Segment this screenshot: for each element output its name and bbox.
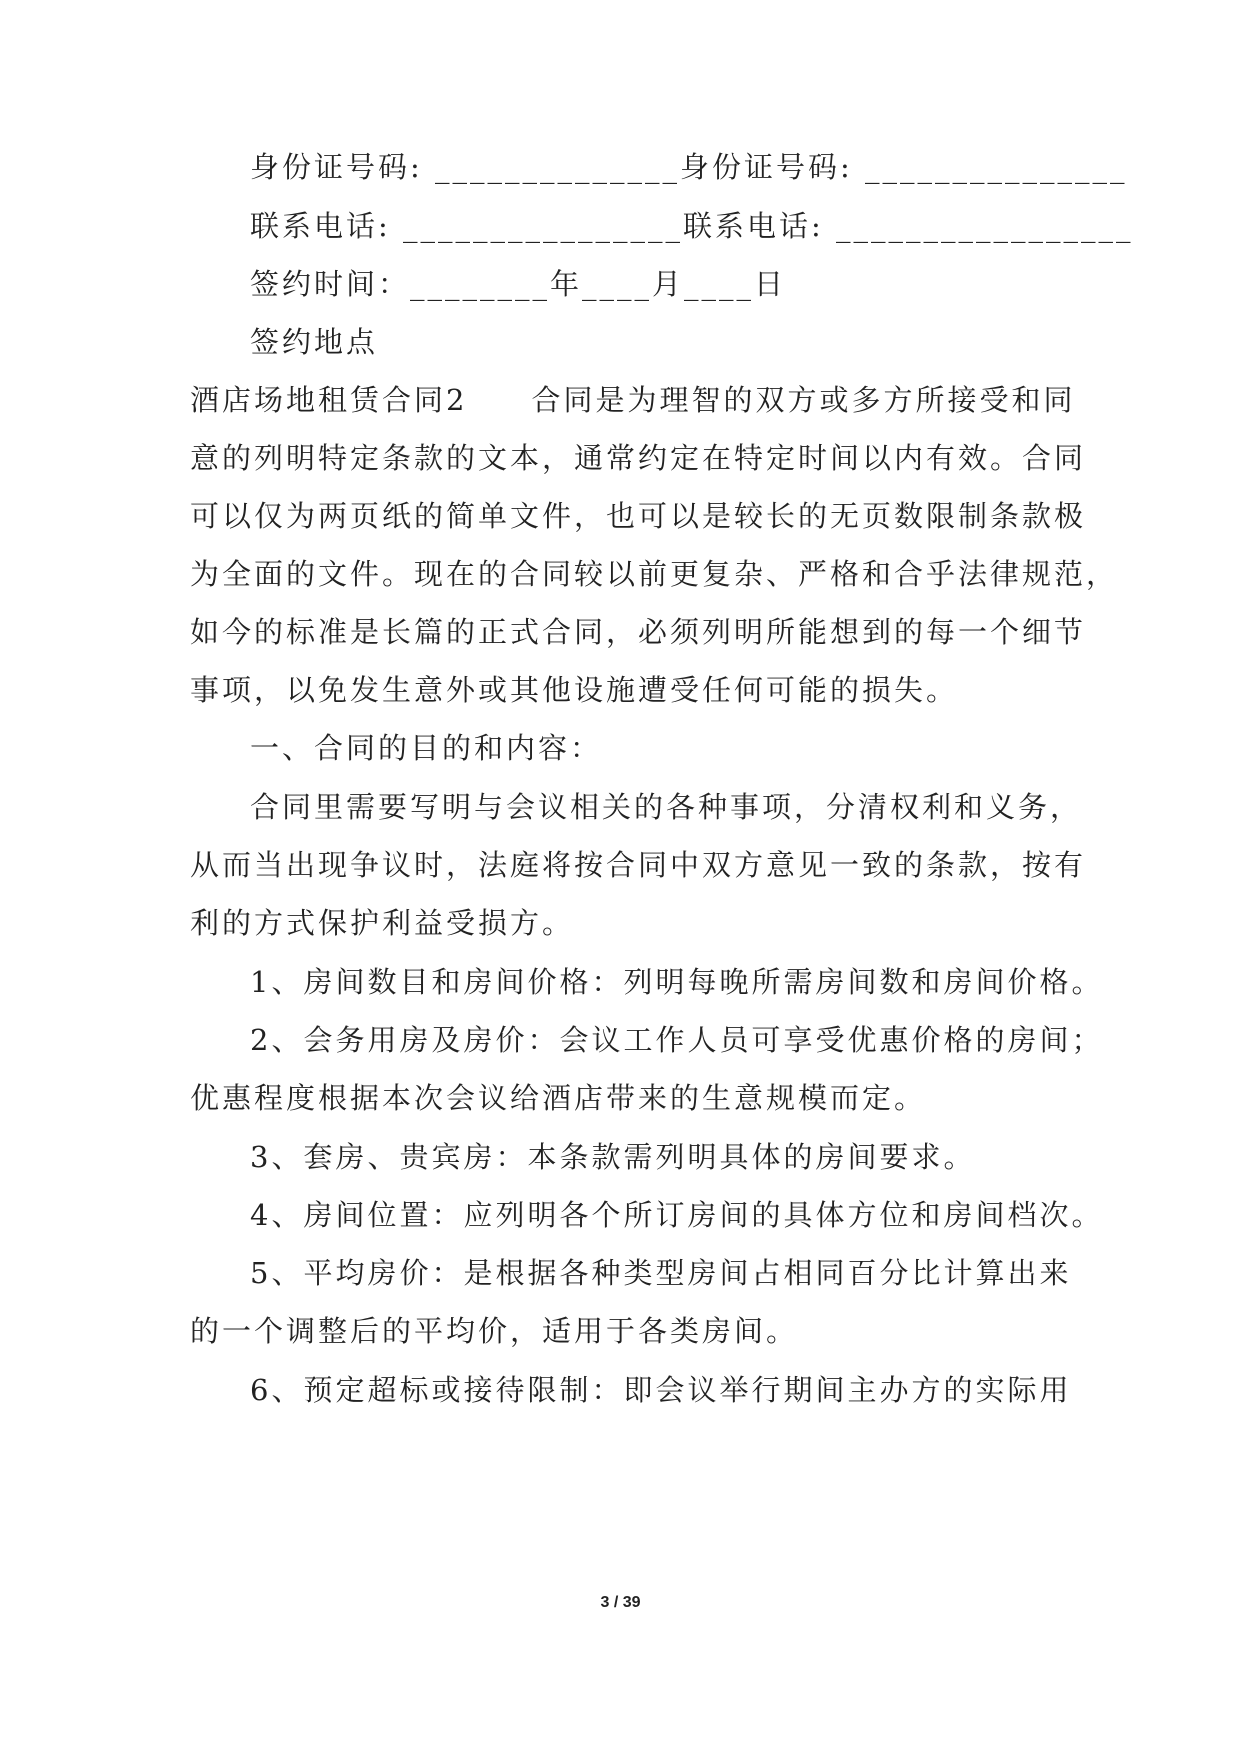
paragraph-line: 意的列明特定条款的文本，通常约定在特定时间以内有效。合同 xyxy=(190,441,1087,475)
clause-2: 2、会务用房及房价：会议工作人员可享受优惠价格的房间； xyxy=(250,1023,1104,1057)
id-number-line: 身份证号码: ______________身份证号码: _______________ xyxy=(250,150,1128,184)
sign-date-line: 签约时间：________年____月____日 xyxy=(250,267,787,301)
paragraph-line: 可以仅为两页纸的简单文件，也可以是较长的无页数限制条款极 xyxy=(190,499,1087,533)
clause-4: 4、房间位置：应列明各个所订房间的具体方位和房间档次。 xyxy=(250,1198,1104,1232)
paragraph-line: 为全面的文件。现在的合同较以前更复杂、严格和合乎法律规范， xyxy=(190,557,1119,591)
paragraph-line: 的一个调整后的平均价，适用于各类房间。 xyxy=(190,1314,799,1348)
section-title-line: 酒店场地租赁合同2 合同是为理智的双方或多方所接受和同 xyxy=(190,383,1076,417)
paragraph-line: 事项，以免发生意外或其他设施遭受任何可能的损失。 xyxy=(190,673,959,707)
paragraph-line: 如今的标准是长篇的正式合同，必须列明所能想到的每一个细节 xyxy=(190,615,1087,649)
paragraph-line: 从而当出现争议时，法庭将按合同中双方意见一致的条款，按有 xyxy=(190,848,1087,882)
clause-3: 3、套房、贵宾房：本条款需列明具体的房间要求。 xyxy=(250,1140,976,1174)
paragraph-line: 合同里需要写明与会议相关的各种事项，分清权利和义务， xyxy=(250,790,1083,824)
clause-6: 6、预定超标或接待限制：即会议举行期间主办方的实际用 xyxy=(250,1373,1072,1407)
heading-purpose: 一、合同的目的和内容： xyxy=(250,731,603,765)
page-number: 3 / 39 xyxy=(600,1594,641,1611)
paragraph-line: 利的方式保护利益受损方。 xyxy=(190,906,575,940)
sign-place-line: 签约地点 xyxy=(250,325,379,359)
clause-5: 5、平均房价：是根据各种类型房间占相同百分比计算出来 xyxy=(250,1256,1072,1290)
paragraph-line: 优惠程度根据本次会议给酒店带来的生意规模而定。 xyxy=(190,1081,927,1115)
clause-1: 1、房间数目和房间价格：列明每晚所需房间数和房间价格。 xyxy=(250,965,1104,999)
phone-line: 联系电话: ________________联系电话: _________________ xyxy=(250,209,1134,243)
